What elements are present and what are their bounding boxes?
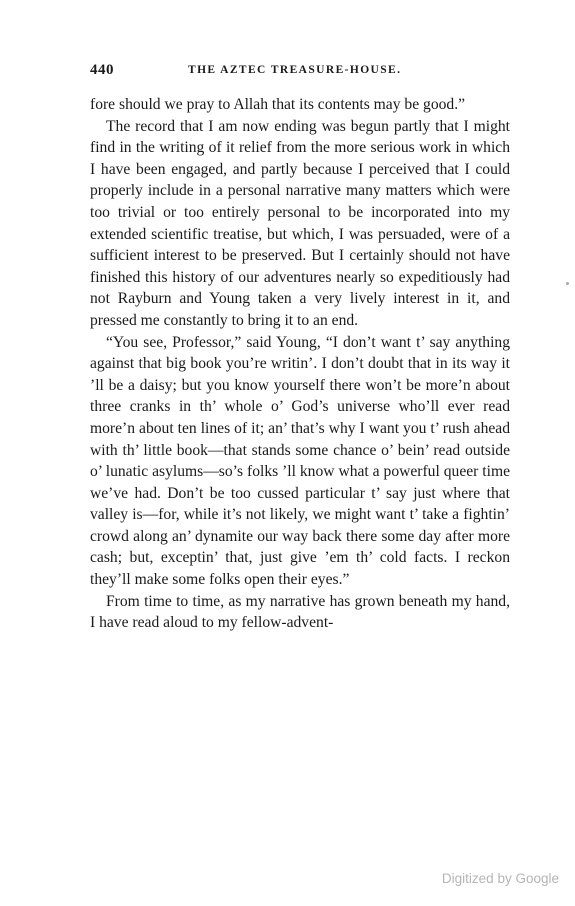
paragraph-young-quote: “You see, Professor,” said Young, “I don’t want t’ say anything against that big book you’re writin’. I don’t doubt that in its way it ’ll be a daisy; but you know yourself there won’t be more’n about three cranks in th’ whole o’ God’s universe who’ll ever read more’n about ten lines of it; an’ that’s why I want you t’ rush ahead with th’ little book—that stands some chance o’ bein’ read outside o’ lunatic asylums—so’s folks ’ll know what a powerful queer time we’ve had. Don’t be too cussed particular t’ say just where that valley is—for, while it’s not likely, we might want t’ take a fightin’ crowd along an’ dynamite our way back there some day after more cash; but, exceptin’ that, just give ’em th’ cold facts. I reckon they’ll make some folks open their eyes.” bbox=[90, 333, 510, 589]
page-header bbox=[90, 62, 510, 84]
page-number: 440 bbox=[90, 62, 114, 78]
paragraph-record: The record that I am now ending was begun partly that I might find in the writing of it relief from the more serious work in which I have been engaged, and partly because I perceived that I could properly include in a personal narrative many matters which were too trivial or too entirely personal to be incorporated into my extended scientific treatise, but which, I was persuaded, were of a sufficient interest to be preserved. But I certainly should not have finished this history of our adventures nearly so expeditiously had not Rayburn and Young taken a very lively interest in it, and pressed me constantly to bring it to an end. bbox=[90, 117, 510, 329]
google-watermark: Digitized by Google bbox=[441, 871, 559, 886]
body-text bbox=[90, 94, 510, 634]
paragraph-narrative: From time to time, as my narrative has grown beneath my hand, I have read aloud to my fellow-advent- bbox=[90, 592, 510, 632]
margin-speck bbox=[566, 282, 569, 285]
running-title: THE AZTEC TREASURE-HOUSE. bbox=[188, 64, 402, 76]
paragraph-continuation: fore should we pray to Allah that its contents may be good.” bbox=[90, 96, 466, 113]
